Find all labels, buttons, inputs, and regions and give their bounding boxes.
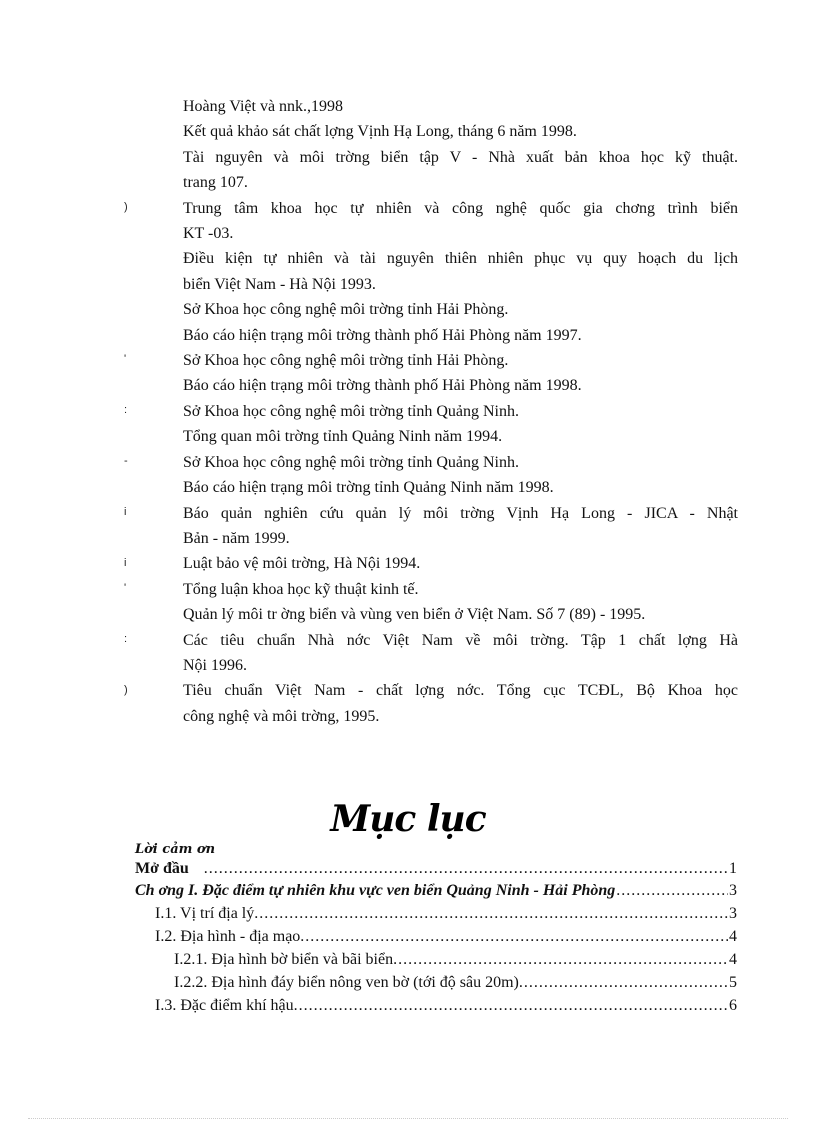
reference-marker: ) (124, 684, 128, 696)
reference-marker: i (124, 557, 127, 569)
reference-line: trang 107. (183, 174, 248, 192)
toc-entry-page: 4 (729, 928, 737, 945)
toc-leader (305, 928, 728, 946)
toc-entry[interactable] (174, 951, 737, 969)
reference-line: Nội 1996. (183, 656, 247, 674)
reference-line: Bản - năm 1999. (183, 529, 290, 547)
toc-leader (398, 951, 728, 969)
toc-entry-page: 6 (729, 997, 737, 1014)
reference-line: Các tiêu chuẩn Nhà nớc Việt Nam về môi trờng. Tập 1 chất lợng Hà (183, 631, 738, 649)
reference-line: Báo cáo hiện trạng môi trờng thành phố Hải Phòng năm 1997. (183, 326, 582, 344)
toc-entry-label: I.2.1. Địa hình bờ biển và bãi biển. (174, 951, 398, 968)
toc-leader (299, 997, 728, 1015)
reference-line: Tổng quan môi trờng tỉnh Quảng Ninh năm 1994. (183, 428, 503, 446)
toc-entry-label: Mở đầu (135, 860, 189, 877)
reference-line: Luật bảo vệ môi trờng, Hà Nội 1994. (183, 555, 421, 573)
reference-line: Tổng luận khoa học kỹ thuật kinh tế. (183, 580, 419, 598)
reference-line: KT -03. (183, 225, 234, 243)
reference-line: Sở Khoa học công nghệ môi trờng tỉnh Hải Phòng. (183, 352, 509, 370)
reference-marker: : (124, 633, 128, 645)
toc-entry-label: I.1. Vị trí địa lý. (155, 905, 259, 922)
reference-marker: ) (124, 201, 128, 213)
page-bottom-rule (28, 1118, 788, 1119)
reference-line: Kết quả khảo sát chất lợng Vịnh Hạ Long, tháng 6 năm 1998. (183, 123, 577, 141)
reference-line: Sở Khoa học công nghệ môi trờng tỉnh Hải Phòng. (183, 301, 509, 319)
toc-entry[interactable] (174, 974, 737, 992)
reference-list (183, 94, 738, 729)
toc-entry[interactable] (135, 882, 737, 900)
toc-leader (524, 974, 728, 992)
reference-line: Báo cáo hiện trạng môi trờng thành phố Hải Phòng năm 1998. (183, 377, 582, 395)
toc-title: Mục lục (330, 798, 486, 840)
toc-entry-page: 3 (729, 882, 737, 899)
toc-entry[interactable] (135, 860, 737, 878)
reference-marker: - (124, 455, 128, 467)
toc-entry-label: Ch ơng I. Đặc điểm tự nhiên khu vực ven biển Quảng Ninh - Hải Phòng (135, 882, 616, 899)
reference-line: Báo cáo hiện trạng môi trờng tỉnh Quảng Ninh năm 1998. (183, 479, 554, 497)
reference-line: Điều kiện tự nhiên và tài nguyên thiên nhiên phục vụ quy hoạch du lịch (183, 250, 738, 268)
reference-line: Sở Khoa học công nghệ môi trờng tỉnh Quảng Ninh. (183, 453, 519, 471)
toc-entry[interactable] (155, 997, 737, 1015)
reference-marker: ' (124, 353, 127, 365)
reference-line: Hoàng Việt và nnk.,1998 (183, 98, 344, 115)
reference-line: công nghệ và môi trờng, 1995. (183, 707, 380, 725)
toc-entry[interactable] (155, 928, 737, 946)
toc-entry-page: 5 (729, 974, 737, 991)
toc-entry-label: I.2. Địa hình - địa mạo. (155, 928, 305, 945)
reference-line: Sở Khoa học công nghệ môi trờng tỉnh Quảng Ninh. (183, 402, 519, 420)
reference-line: Quản lý môi tr ờng biển và vùng ven biển ở Việt Nam. Số 7 (89) - 1995. (183, 606, 646, 624)
reference-line: Báo quản nghiên cứu quản lý môi trờng Vịnh Hạ Long - JICA - Nhật (183, 504, 738, 522)
toc-leader (204, 860, 728, 878)
reference-marker: : (124, 404, 128, 416)
reference-marker: ' (124, 582, 127, 594)
toc-leader (259, 905, 728, 923)
toc-entry-page: 1 (729, 860, 737, 877)
reference-line: Tài nguyên và môi trờng biển tập V - Nhà xuất bản khoa học kỹ thuật. (183, 148, 738, 166)
reference-marker: i (124, 506, 127, 518)
toc-entry-label: I.3. Đặc điểm khí hậu. (155, 997, 298, 1014)
toc-thanks: Lời cảm ơn (135, 842, 216, 857)
toc-entry[interactable] (155, 905, 737, 923)
reference-line: Tiêu chuẩn Việt Nam - chất lợng nớc. Tổng cục TCĐL, Bộ Khoa học (183, 682, 738, 700)
toc-entry-page: 4 (729, 951, 737, 968)
reference-line: Trung tâm khoa học tự nhiên và công nghệ quốc gia chơng trình biển (183, 199, 738, 217)
reference-line: biển Việt Nam - Hà Nội 1993. (183, 275, 376, 293)
toc-entry-label: I.2.2. Địa hình đáy biển nông ven bờ (tới độ sâu 20m). (174, 974, 523, 991)
toc-leader (616, 882, 728, 900)
toc-entry-page: 3 (729, 905, 737, 922)
